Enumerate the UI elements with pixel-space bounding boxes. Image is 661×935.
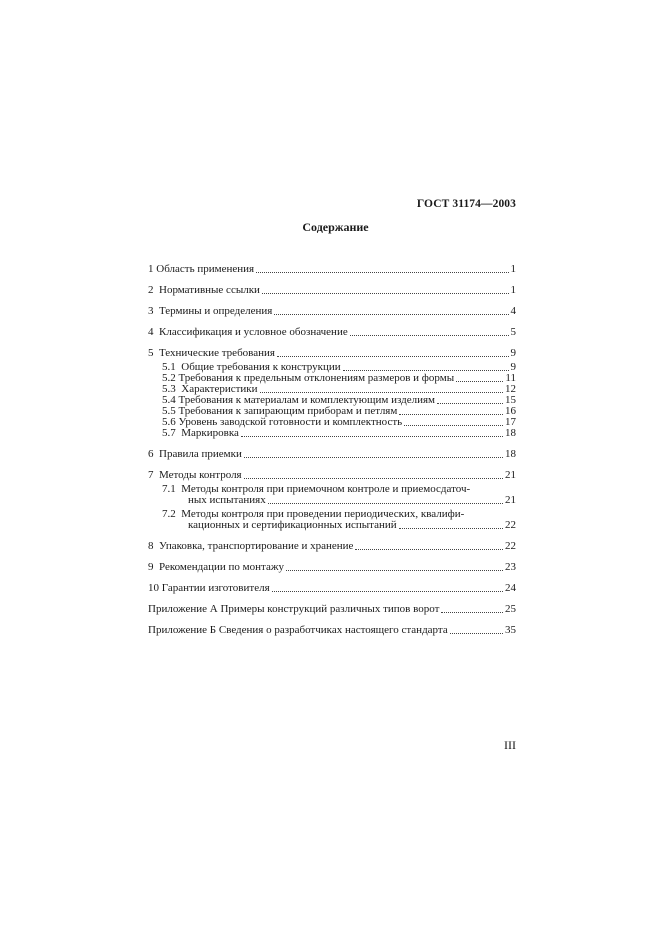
toc-number: 4 (148, 326, 154, 338)
toc-title: Требования к предельным отклонениям размеров и формы (178, 372, 455, 384)
leader-dots (274, 314, 508, 315)
toc-page: 17 (505, 416, 516, 428)
toc-title: Правила приемки (159, 448, 242, 460)
leader-dots (450, 633, 503, 634)
toc-entry-6[interactable] (148, 449, 516, 460)
leader-dots (437, 403, 503, 404)
toc-entry-7[interactable] (148, 470, 516, 481)
leader-dots (286, 570, 503, 571)
toc-page: 22 (505, 519, 516, 531)
toc-entry-appendix-a[interactable] (148, 604, 516, 615)
toc-title: Классификация и условное обозначение (159, 326, 348, 338)
toc-title: Характеристики (181, 383, 258, 395)
toc-title: Область применения (156, 263, 255, 275)
page-number: III (504, 738, 516, 752)
toc-title: Упаковка, транспортирование и хранение (159, 540, 354, 552)
leader-dots (268, 503, 503, 504)
toc-title-line1: Методы контроля при проведении периодических, квалифи- (181, 508, 465, 520)
toc-page: 18 (505, 448, 516, 460)
toc-page: 12 (505, 383, 516, 395)
document-number: ГОСТ 31174—2003 (416, 198, 516, 210)
toc-entry-7-1[interactable] (148, 484, 516, 506)
toc-number: 5.6 (162, 416, 176, 428)
toc-entry-7-2[interactable] (148, 509, 516, 531)
toc-page: 35 (505, 624, 516, 636)
toc-page: 5 (510, 326, 516, 338)
toc-number: 5.3 (162, 383, 176, 395)
toc-number: 1 (148, 263, 154, 275)
leader-dots (244, 478, 503, 479)
toc-entry-4[interactable] (148, 327, 516, 338)
toc-entry-3[interactable] (148, 306, 516, 317)
toc-entry-1[interactable] (148, 264, 516, 275)
toc-title: Общие требования к конструкции (181, 361, 341, 373)
toc-page: 1 (510, 284, 516, 296)
toc-number: 5.7 (162, 427, 176, 439)
toc-entry-5[interactable] (148, 348, 516, 359)
leader-dots (343, 370, 509, 371)
toc-title: Нормативные ссылки (159, 284, 260, 296)
toc-page: 23 (505, 561, 516, 573)
toc-entry-10[interactable] (148, 583, 516, 594)
toc-number: 2 (148, 284, 154, 296)
toc-page: 16 (505, 405, 516, 417)
toc-title: Требования к запирающим приборам и петлям (178, 405, 398, 417)
page-title: Содержание (302, 220, 369, 234)
toc-title: Гарантии изготовителя (161, 582, 270, 594)
toc-number: 3 (148, 305, 154, 317)
toc-title-line1: Методы контроля при приемочном контроле и приемосдаточ- (181, 483, 471, 495)
toc-title: Термины и определения (159, 305, 273, 317)
leader-dots (262, 293, 509, 294)
toc-title: Рекомендации по монтажу (159, 561, 284, 573)
leader-dots (350, 335, 509, 336)
toc-page: 11 (505, 372, 516, 384)
toc-title: Методы контроля (159, 469, 242, 481)
toc-page: 21 (505, 494, 516, 506)
toc-number: 7 (148, 469, 154, 481)
toc-number: 7.1 (162, 483, 176, 495)
leader-dots (260, 392, 503, 393)
leader-dots (256, 272, 508, 273)
toc-number: 5.1 (162, 361, 176, 373)
leader-dots (441, 612, 503, 613)
toc-page: 15 (505, 394, 516, 406)
toc-number: 5.4 (162, 394, 176, 406)
toc-page: 25 (505, 603, 516, 615)
toc-entry-8[interactable] (148, 541, 516, 552)
toc-number: 7.2 (162, 508, 176, 520)
leader-dots (277, 356, 509, 357)
toc-entry-5-7[interactable] (148, 428, 516, 439)
toc-number: 6 (148, 448, 154, 460)
toc-number: 5.5 (162, 405, 176, 417)
toc-page: 1 (510, 263, 516, 275)
toc-number: 5 (148, 347, 154, 359)
toc-entry-appendix-b[interactable] (148, 625, 516, 636)
toc-number: 10 (148, 582, 159, 594)
table-of-contents (148, 264, 516, 636)
leader-dots (272, 591, 503, 592)
leader-dots (244, 457, 503, 458)
toc-entry-2[interactable] (148, 285, 516, 296)
toc-title: Требования к материалам и комплектующим изделиям (178, 394, 435, 406)
toc-page: 18 (505, 427, 516, 439)
leader-dots (456, 381, 503, 382)
toc-title: Маркировка (181, 427, 239, 439)
leader-dots (399, 528, 503, 529)
toc-number: 5.2 (162, 372, 176, 384)
toc-title-line2: кационных и сертификационных испытаний (188, 519, 397, 531)
toc-page: 24 (505, 582, 516, 594)
toc-title-line2: ных испытаниях (188, 494, 266, 506)
toc-page: 4 (510, 305, 516, 317)
toc-page: 22 (505, 540, 516, 552)
leader-dots (241, 436, 503, 437)
toc-number: 8 (148, 540, 154, 552)
toc-page: 9 (510, 347, 516, 359)
leader-dots (355, 549, 503, 550)
toc-page: 9 (510, 361, 516, 373)
leader-dots (404, 425, 503, 426)
toc-title: Приложение Б Сведения о разработчиках настоящего стандарта (148, 624, 448, 636)
toc-title: Технические требования (159, 347, 275, 359)
leader-dots (399, 414, 503, 415)
toc-number: 9 (148, 561, 154, 573)
toc-title: Уровень заводской готовности и комплектность (178, 416, 403, 428)
toc-entry-9[interactable] (148, 562, 516, 573)
toc-title: Приложение А Примеры конструкций различных типов ворот (148, 603, 440, 615)
toc-page: 21 (505, 469, 516, 481)
